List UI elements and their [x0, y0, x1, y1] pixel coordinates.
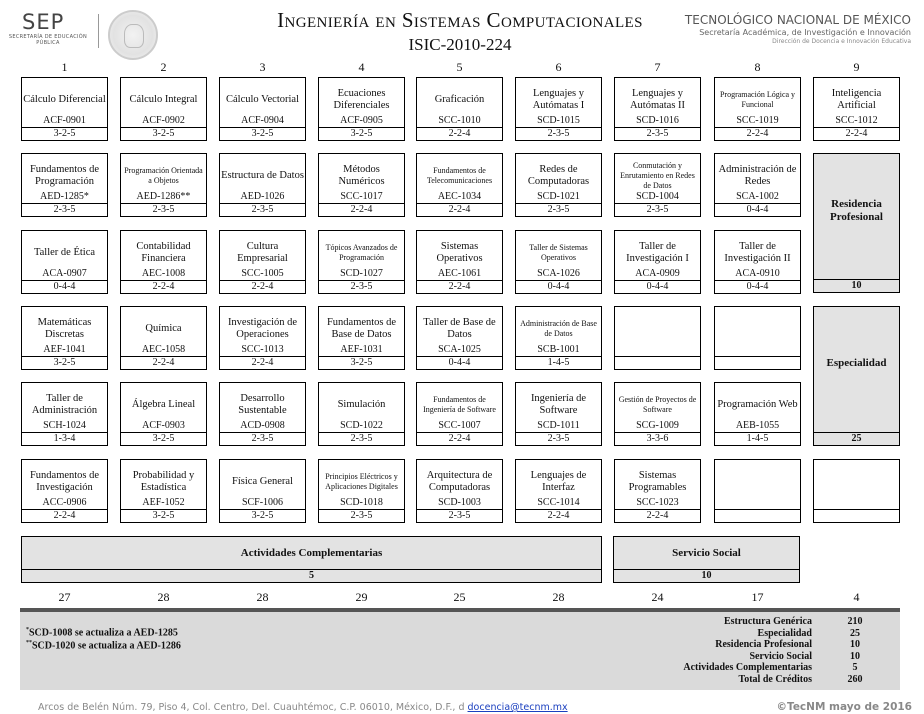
sep-logo: SEP	[22, 10, 65, 34]
semester-total: 28	[157, 590, 170, 604]
course-name: Ecuaciones Diferenciales	[333, 88, 390, 111]
course-credits: 2-3-5	[220, 432, 305, 445]
course-name: Contabilidad Financiera	[136, 241, 191, 264]
course-credits: 2-2-4	[516, 509, 601, 522]
semester-total: 28	[256, 590, 269, 604]
course-name: Lenguajes de Interfaz	[530, 470, 587, 493]
course-credits: 3-2-5	[220, 127, 305, 140]
course-credits: 3-2-5	[121, 509, 206, 522]
course-code: SCB-1001	[537, 344, 580, 355]
course-code: AED-1026	[240, 191, 285, 202]
course-card[interactable]	[21, 77, 108, 141]
course-card[interactable]	[714, 382, 801, 446]
course-code: ACA-0910	[735, 268, 780, 279]
course-name	[815, 462, 898, 502]
semester-total: 29	[355, 590, 368, 604]
course-card[interactable]	[219, 153, 306, 217]
course-credits: 2-2-4	[121, 280, 206, 293]
course-name: Probabilidad y Estadística	[132, 470, 195, 493]
course-credits: 0-4-4	[417, 356, 502, 369]
course-name: Redes de Computadoras	[527, 164, 590, 187]
course-credits: 3-2-5	[220, 509, 305, 522]
course-code: SCF-1006	[241, 497, 284, 508]
page-title: Ingeniería en Sistemas Computacionales	[277, 8, 643, 32]
course-code: AEF-1052	[142, 497, 185, 508]
course-name: Fundamentos de Ingeniería de Software	[423, 395, 496, 414]
semester-header: 4	[358, 60, 365, 74]
course-credits: 2-3-5	[516, 203, 601, 216]
course-code: SCD-1003	[438, 497, 481, 508]
especialidad-box	[813, 306, 900, 446]
course-credits: 2-2-4	[319, 203, 404, 216]
course-code: AEC-1058	[141, 344, 186, 355]
course-code: ACF-0904	[241, 115, 284, 126]
course-code: SCC-1010	[438, 115, 481, 126]
course-credits: 2-2-4	[121, 356, 206, 369]
course-card[interactable]	[515, 77, 602, 141]
course-card[interactable]	[515, 153, 602, 217]
course-name: Taller de Administración	[31, 393, 98, 416]
course-credits: 3-2-5	[319, 127, 404, 140]
course-credits: 2-2-4	[715, 127, 800, 140]
course-card[interactable]	[120, 230, 207, 294]
course-code: ACA-0909	[635, 268, 680, 279]
semester-total: 24	[651, 590, 664, 604]
course-name: Matemáticas Discretas	[37, 317, 92, 340]
course-card[interactable]	[21, 230, 108, 294]
summary-value: 5	[852, 662, 858, 674]
footer-email-link[interactable]: docencia@tecnm.mx	[467, 702, 568, 713]
course-name: Graficación	[434, 94, 485, 105]
course-name: Principios Eléctricos y Aplicaciones Digitales	[325, 472, 398, 491]
summary-value: 10	[850, 639, 860, 651]
footnote-1-mark: *	[26, 627, 29, 633]
course-name: Cálculo Diferencial	[23, 94, 106, 105]
course-card[interactable]	[714, 77, 801, 141]
semester-header: 9	[853, 60, 860, 74]
course-name: Taller de Sistemas Operativos	[529, 243, 588, 262]
semester-total: 25	[453, 590, 466, 604]
course-code: SCC-1007	[438, 420, 481, 431]
course-name: Taller de Ética	[33, 247, 96, 258]
course-card[interactable]	[318, 382, 405, 446]
course-code: ACF-0902	[142, 115, 185, 126]
course-credits: 3-2-5	[121, 432, 206, 445]
course-card[interactable]	[714, 153, 801, 217]
course-code: SCC-1005	[241, 268, 284, 279]
course-card[interactable]	[813, 459, 900, 523]
course-card[interactable]	[714, 306, 801, 370]
plan-code: ISIC-2010-224	[408, 35, 512, 54]
course-name: Cálculo Vectorial	[226, 94, 299, 105]
course-name: Métodos Numéricos	[338, 164, 385, 187]
course-card[interactable]	[21, 382, 108, 446]
course-code: SCC-1019	[736, 115, 779, 126]
footnote-1	[26, 627, 178, 638]
tecnm-subtitle-2: Dirección de Docencia e Innovación Educativa	[772, 38, 911, 45]
course-credits: 2-3-5	[319, 280, 404, 293]
course-card[interactable]	[614, 77, 701, 141]
summary-label: Especialidad	[757, 627, 812, 639]
summary-label: Estructura Genérica	[723, 616, 812, 627]
semester-header: 2	[160, 60, 167, 74]
course-credits: 2-2-4	[417, 280, 502, 293]
course-card[interactable]	[120, 382, 207, 446]
course-name: Taller de Investigación II	[724, 241, 791, 264]
course-code: SCD-1015	[537, 115, 580, 126]
course-code: SCC-1014	[537, 497, 580, 508]
course-credits: 0-4-4	[22, 280, 107, 293]
course-credits: 2-3-5	[319, 509, 404, 522]
course-name: Administración de Redes	[718, 164, 797, 187]
course-card[interactable]	[219, 459, 306, 523]
especialidad-credits: 25	[814, 432, 899, 445]
course-card[interactable]	[614, 459, 701, 523]
course-code: SCD-1016	[636, 115, 679, 126]
sep-logo-subtitle: SECRETARÍA DE EDUCACIÓN PÚBLICA	[8, 34, 88, 46]
course-credits: 1-4-5	[516, 356, 601, 369]
course-card[interactable]	[318, 230, 405, 294]
course-card[interactable]	[219, 306, 306, 370]
course-name: Sistemas Programables	[628, 470, 687, 493]
course-code: SCD-1018	[340, 497, 383, 508]
servicio-credits: 10	[614, 569, 799, 582]
course-code: AEC-1034	[437, 191, 482, 202]
semester-header: 3	[259, 60, 266, 74]
course-card[interactable]	[416, 306, 503, 370]
course-card[interactable]	[219, 230, 306, 294]
course-code: AEC-1061	[437, 268, 482, 279]
semester-header: 6	[555, 60, 562, 74]
course-credits	[715, 509, 800, 522]
course-card[interactable]	[515, 230, 602, 294]
course-card[interactable]	[416, 153, 503, 217]
footnote-2-text: SCD-1020 se actualiza a AED-1286	[32, 640, 181, 652]
course-card[interactable]	[614, 306, 701, 370]
semester-header: 8	[754, 60, 761, 74]
course-name: Cálculo Integral	[129, 94, 198, 105]
course-code: AEB-1055	[735, 420, 780, 431]
course-name: Administración de Base de Datos	[520, 319, 597, 338]
course-credits: 3-2-5	[22, 127, 107, 140]
course-name: Taller de Base de Datos	[423, 317, 496, 340]
course-name	[716, 309, 799, 349]
course-credits: 2-3-5	[516, 127, 601, 140]
course-code: ACF-0905	[340, 115, 383, 126]
course-name: Química	[145, 323, 182, 334]
course-credits: 2-2-4	[814, 127, 899, 140]
course-code: SCD-1022	[340, 420, 383, 431]
semester-total: 4	[853, 590, 860, 604]
residencia-box	[813, 153, 900, 293]
course-credits: 2-2-4	[220, 356, 305, 369]
summary-label: Total de Créditos	[738, 674, 812, 685]
semester-header: 1	[61, 60, 68, 74]
course-credits: 2-3-5	[615, 127, 700, 140]
tecnm-logo: TECNOLÓGICO NACIONAL DE MÉXICO	[684, 13, 911, 27]
course-name: Arquitectura de Computadoras	[426, 470, 493, 493]
summary-label: Residencia Profesional	[715, 639, 812, 651]
course-name: Sistemas Operativos	[436, 241, 483, 264]
course-card[interactable]	[120, 77, 207, 141]
course-credits: 2-2-4	[615, 509, 700, 522]
course-code: ACA-0907	[42, 268, 87, 279]
footer-address-text: Arcos de Belén Núm. 79, Piso 4, Col. Centro, Del. Cuauhtémoc, C.P. 06010, México, D.F.,	[38, 702, 456, 713]
course-code: SCC-1013	[241, 344, 284, 355]
course-name: Taller de Investigación I	[626, 241, 689, 264]
course-card[interactable]	[515, 306, 602, 370]
course-code: SCA-1025	[438, 344, 481, 355]
semester-header: 5	[456, 60, 463, 74]
course-code: ACC-0906	[42, 497, 87, 508]
course-code: SCD-1004	[636, 191, 679, 202]
tecnm-subtitle: Secretaría Académica, de Investigación e Innovación	[699, 28, 911, 37]
course-card[interactable]	[813, 77, 900, 141]
course-credits: 2-3-5	[121, 203, 206, 216]
course-card[interactable]	[318, 77, 405, 141]
course-credits: 2-3-5	[220, 203, 305, 216]
course-name: Programación Orientada a Objetos	[124, 166, 203, 185]
course-card[interactable]	[21, 153, 108, 217]
semester-total: 27	[58, 590, 71, 604]
residencia-credits: 10	[814, 279, 899, 292]
course-code: AEF-1031	[340, 344, 383, 355]
course-card[interactable]	[21, 306, 108, 370]
course-name: Lenguajes y Autómatas II	[629, 88, 686, 111]
footnote-2-mark: **	[26, 640, 32, 646]
summary-value: 25	[850, 627, 860, 639]
logo-divider	[98, 14, 99, 48]
summary-label: Servicio Social	[749, 650, 812, 662]
summary-value: 10	[850, 650, 860, 662]
course-code: SCC-1017	[340, 191, 383, 202]
course-credits: 3-2-5	[22, 356, 107, 369]
course-card[interactable]	[416, 459, 503, 523]
course-name: Gestión de Proyectos de Software	[618, 395, 697, 414]
course-credits	[814, 509, 899, 522]
course-code: AED-1285*	[40, 191, 89, 202]
course-credits: 3-2-5	[121, 127, 206, 140]
course-credits	[615, 356, 700, 369]
course-card[interactable]	[219, 382, 306, 446]
footnote-2	[26, 640, 181, 651]
course-credits: 0-4-4	[715, 280, 800, 293]
course-card[interactable]	[515, 459, 602, 523]
course-credits: 0-4-4	[615, 280, 700, 293]
course-name: Programación Web	[717, 399, 798, 410]
course-credits: 1-3-4	[22, 432, 107, 445]
course-name	[716, 462, 799, 502]
course-code: SCD-1027	[340, 268, 383, 279]
actividades-box	[21, 536, 602, 583]
course-card[interactable]	[614, 230, 701, 294]
course-credits: 2-2-4	[417, 203, 502, 216]
course-code: SCH-1024	[43, 420, 86, 431]
semester-total: 17	[751, 590, 764, 604]
course-credits: 2-3-5	[417, 509, 502, 522]
course-name: Tópicos Avanzados de Programación	[325, 243, 398, 262]
course-credits: 2-2-4	[220, 280, 305, 293]
course-name	[616, 309, 699, 349]
course-card[interactable]	[614, 382, 701, 446]
course-name: Álgebra Lineal	[131, 399, 196, 410]
course-name: Fundamentos de Telecomunicaciones	[426, 166, 493, 185]
course-code: SCD-1011	[537, 420, 580, 431]
course-card[interactable]	[120, 459, 207, 523]
course-card[interactable]	[416, 382, 503, 446]
course-credits: 0-4-4	[715, 203, 800, 216]
residencia-label: Residencia Profesional	[830, 198, 883, 223]
especialidad-label: Especialidad	[826, 357, 887, 369]
course-card[interactable]	[219, 77, 306, 141]
course-name: Fundamentos de Base de Datos	[326, 317, 397, 340]
course-credits: 1-4-5	[715, 432, 800, 445]
course-name: Ingeniería de Software	[530, 393, 587, 416]
course-card[interactable]	[120, 153, 207, 217]
course-name: Simulación	[337, 399, 386, 410]
semester-total: 28	[552, 590, 565, 604]
course-card[interactable]	[614, 153, 701, 217]
summary-label: Actividades Complementarias	[683, 662, 812, 674]
footer-address	[38, 702, 568, 713]
semester-header: 7	[654, 60, 661, 74]
servicio-label: Servicio Social	[672, 547, 741, 559]
course-name: Conmutación y Enrutamiento en Redes de Datos	[620, 161, 695, 190]
course-credits	[715, 356, 800, 369]
course-code: SCD-1021	[537, 191, 580, 202]
course-code: ACF-0903	[142, 420, 185, 431]
course-card[interactable]	[714, 459, 801, 523]
course-credits: 2-2-4	[417, 432, 502, 445]
course-credits: 2-2-4	[22, 509, 107, 522]
course-name: Fundamentos de Programación	[29, 164, 100, 187]
footnote-1-text: SCD-1008 se actualiza a AED-1285	[29, 627, 178, 639]
course-code: ACD-0908	[240, 420, 285, 431]
course-name: Fundamentos de Investigación	[29, 470, 100, 493]
course-card[interactable]	[515, 382, 602, 446]
actividades-credits: 5	[22, 569, 601, 582]
course-card[interactable]	[318, 306, 405, 370]
course-code: SCA-1002	[736, 191, 779, 202]
course-code: AEF-1041	[43, 344, 86, 355]
course-card[interactable]	[318, 459, 405, 523]
course-name: Lenguajes y Autómatas I	[532, 88, 585, 111]
course-card[interactable]	[21, 459, 108, 523]
course-name: Física General	[232, 476, 293, 487]
course-credits: 2-3-5	[319, 432, 404, 445]
course-credits: 2-3-5	[615, 203, 700, 216]
course-code: SCC-1023	[636, 497, 679, 508]
servicio-box	[613, 536, 800, 583]
course-code: AEC-1008	[141, 268, 186, 279]
course-credits: 2-2-4	[417, 127, 502, 140]
course-code: SCC-1012	[835, 115, 878, 126]
footer-d: d	[458, 702, 465, 713]
course-name: Estructura de Datos	[221, 170, 304, 181]
course-name: Programación Lógica y Funcional	[719, 90, 796, 109]
course-name: Investigación de Operaciones	[227, 317, 298, 340]
national-seal-icon	[108, 10, 158, 60]
course-code: SCA-1026	[537, 268, 580, 279]
summary-value: 260	[847, 674, 863, 685]
course-credits: 2-3-5	[516, 432, 601, 445]
course-name: Inteligencia Artificial	[831, 88, 882, 111]
course-code: AED-1286**	[136, 191, 191, 202]
footer-copyright: ©TecNM mayo de 2016	[776, 701, 912, 713]
course-card[interactable]	[714, 230, 801, 294]
course-credits: 2-3-5	[22, 203, 107, 216]
course-card[interactable]	[120, 306, 207, 370]
course-code: ACF-0901	[43, 115, 86, 126]
course-card[interactable]	[318, 153, 405, 217]
course-credits: 0-4-4	[516, 280, 601, 293]
summary-value: 210	[847, 616, 863, 627]
course-card[interactable]	[416, 230, 503, 294]
course-credits: 3-2-5	[319, 356, 404, 369]
course-name: Cultura Empresarial	[237, 241, 288, 264]
course-code: SCG-1009	[636, 420, 679, 431]
course-credits: 3-3-6	[615, 432, 700, 445]
course-card[interactable]	[416, 77, 503, 141]
course-name: Desarrollo Sustentable	[238, 393, 287, 416]
actividades-label: Actividades Complementarias	[240, 547, 383, 559]
